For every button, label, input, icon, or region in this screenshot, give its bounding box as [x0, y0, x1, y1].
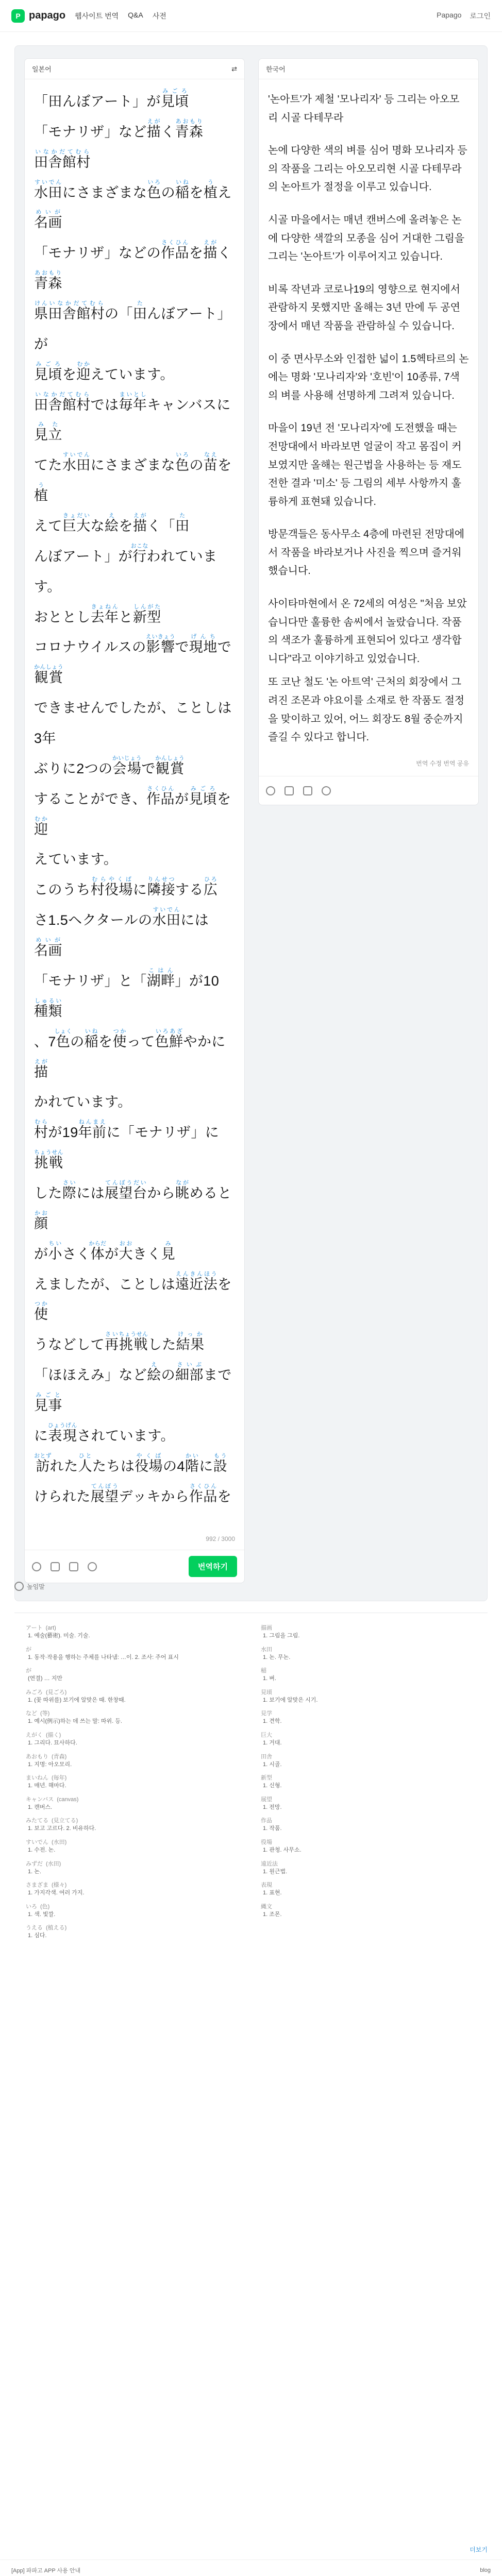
word-text: みたてる [26, 1818, 48, 1824]
word-text: 作品 [261, 1818, 272, 1824]
word-definition: 1. 매년. 해마다. [28, 1783, 66, 1789]
brand-name: papago [29, 10, 66, 21]
dictionary-entry [258, 1731, 474, 1748]
dictionary-entry [258, 1859, 474, 1877]
word-definition: 1. 신형. [263, 1783, 282, 1789]
word-text: など [26, 1710, 37, 1717]
speaker-icon[interactable] [266, 786, 275, 795]
word-text: 役場 [261, 1839, 272, 1845]
word-pos: (見立てる) [52, 1818, 78, 1824]
link-icon[interactable] [88, 1562, 97, 1571]
word-text: 水田 [261, 1646, 272, 1653]
word-text: あおもり [26, 1753, 48, 1760]
handwriting-icon[interactable] [69, 1562, 78, 1571]
apps-icon[interactable]: Papago [437, 10, 462, 19]
word-text: みごろ [26, 1689, 43, 1696]
word-text: 縄文 [261, 1903, 272, 1910]
source-panel-footer [25, 1550, 244, 1583]
word-pos: (青森) [52, 1753, 67, 1760]
dictionary-entry [258, 1688, 474, 1705]
speaker-icon[interactable] [32, 1562, 41, 1571]
furigana-text: 「田んぼアート」が見頃みごろ 「モナリザ」など描えがく青森あおもり田舎館村いなかだてむら 水田すいでんにさまざまな色いろの稲いねを植うえ名画めいが 「モナリザ」などの作品さくひんを描えがく青森あおもり 県けん田舎館村いなかだてむらの「田たんぼアート」が 見頃みごろを迎むかえています。 田舎館村いなかだてむらでは毎年まいとしキャンバスに見立みた てた水田すいでんにさまざまな色いろの苗なえを植う えて巨大きょだいな絵えを描えがく「田た んぼアート」が行おこなわれています。 おととし去年きょねんと新型しんがた コロナウイルスの影響えいきょうで現地げんちで 観賞かんしょう できませんでしたが、ことしは3年 ぶりに2つの会場かいじょうで観賞かんしょう することができ、作品さくひんが見頃みごろを迎むか えています。 このうち村役場むらやくばに隣接りんせつする広ひろ さ1.5ヘクタールの水田すいでんには名画めいが 「モナリザ」と「湖畔こはん」が10種類しゅるい 、7色しょくの稲いねを使つかって色鮮いろあざやかに描えが かれています。 村むらが19年前ねんまえに「モナリザ」に挑戦ちょうせん した際さいには展望台てんぼうだいから眺ながめると顔かお が小ちいさく体からだが大おおきく見み えましたが、ことしは遠近法えんきんほうを使つか うなどして再さい挑戦ちょうせんした結果けっか 「ほほえみ」など絵えの細部さいぶまで見事みごと に表現ひょうげんされています。 訪おとずれた人ひとたちは役場やくばの4階かいに設もう けられた展望てんぼうデッキから作品さくひんを [34, 88, 232, 1504]
dictionary-entry [23, 1709, 239, 1726]
word-pos: (見ごろ) [46, 1689, 67, 1696]
word-pos: (毎年) [52, 1775, 67, 1782]
dictionary-entry [23, 1838, 239, 1855]
dictionary-word[interactable] [258, 1902, 474, 1910]
toggle-icon [14, 1582, 24, 1591]
dictionary-entry [23, 1752, 239, 1770]
dictionary-entry [23, 1795, 239, 1812]
dictionary-word[interactable] [258, 1709, 474, 1717]
word-text: 新型 [261, 1775, 272, 1782]
dictionary-word[interactable] [23, 1731, 239, 1739]
word-text: うえる [26, 1925, 43, 1931]
top-icons [437, 11, 491, 21]
dictionary-entry [23, 1859, 239, 1877]
dictionary-entry [23, 1902, 239, 1920]
translator-main [14, 45, 488, 1601]
word-text: いろ [26, 1903, 37, 1910]
word-text: アート [26, 1625, 43, 1631]
word-definition: 1. 보고 고르다. 2. 비유하다. [28, 1825, 96, 1832]
word-definition: 1. 논. 무논. [263, 1654, 291, 1660]
dictionary-word[interactable] [258, 1731, 474, 1739]
word-text: 表現 [261, 1882, 272, 1889]
dictionary-entry [23, 1880, 239, 1898]
dictionary-word[interactable] [258, 1816, 474, 1824]
word-definition: 1. 수전. 논. [28, 1846, 56, 1853]
dictionary-entry [258, 1880, 474, 1898]
word-pos: (様々) [52, 1882, 67, 1889]
word-text: 稲 [261, 1668, 266, 1674]
dictionary-word[interactable] [258, 1880, 474, 1889]
word-definition: 1. 거대. [263, 1739, 282, 1746]
dictionary-entry [258, 1902, 474, 1920]
dictionary-word[interactable] [23, 1688, 239, 1696]
dictionary-left-column [23, 1623, 239, 1945]
dictionary-word[interactable] [23, 1816, 239, 1824]
dictionary-entry [258, 1795, 474, 1812]
source-text-area[interactable] [25, 79, 244, 1512]
word-text: 巨大 [261, 1732, 272, 1738]
word-definition: 1. 시골. [263, 1761, 282, 1768]
dictionary-word[interactable] [258, 1859, 474, 1868]
login-link[interactable]: 로그인 [470, 11, 491, 20]
dictionary-entry [23, 1688, 239, 1705]
word-definition: 1. 보기에 알맞은 시기. [263, 1697, 318, 1703]
word-pos: (色) [40, 1903, 50, 1910]
dictionary-word[interactable] [258, 1752, 474, 1760]
dictionary-entry [258, 1752, 474, 1770]
nav-dictionary[interactable]: 사전 [152, 11, 166, 20]
dictionary-word[interactable] [258, 1795, 474, 1803]
word-pos: (art) [45, 1625, 56, 1631]
dictionary-entry [23, 1645, 239, 1663]
source-panel-header [25, 59, 244, 79]
word-pos: (植える) [46, 1925, 67, 1931]
translation-para: '논아트'가 제철 '모나리자' 등 그리는 아오모리 시골 다테무라 [268, 94, 460, 124]
word-definition: 1. 작품. [263, 1825, 282, 1832]
word-text: が [26, 1646, 31, 1653]
word-text: 見学 [261, 1710, 272, 1717]
word-definition: 1. 가지각색. 여러 가지. [28, 1890, 85, 1896]
word-definition: 1. 논. [28, 1868, 41, 1875]
dictionary-entry [23, 1773, 239, 1791]
word-pos: (canvas) [57, 1796, 79, 1803]
dictionary-entry [258, 1645, 474, 1663]
word-definition: 1. 전망. [263, 1804, 282, 1810]
word-definition: 1. 동작·작용을 행하는 주체를 나타냄: …이. 2. 조사: 주어 표시 [28, 1654, 179, 1660]
word-pos: (描く) [46, 1732, 61, 1738]
word-definition: (연결) … 지만 [28, 1675, 62, 1682]
keyboard-icon[interactable] [51, 1562, 60, 1571]
dictionary-entry [258, 1838, 474, 1855]
dictionary-entry [258, 1816, 474, 1834]
target-panel-header [259, 59, 478, 79]
source-language-select[interactable]: 일본어 [32, 65, 52, 73]
word-text: 遠近法 [261, 1860, 278, 1867]
word-text: みずだ [26, 1860, 43, 1867]
dictionary-word[interactable] [23, 1880, 239, 1889]
dictionary-entry [23, 1731, 239, 1748]
dictionary-word[interactable] [23, 1709, 239, 1717]
main-nav [75, 11, 166, 21]
dictionary-entry [23, 1666, 239, 1684]
dictionary-word[interactable] [23, 1838, 239, 1846]
translation-para: 사이타마현에서 온 72세의 여성은 "처음 보았습니다만 훌륭한 솜씨에서 놀랐습니다. 작품의 색조가 훌륭하게 표현되어 있다고 생각합니다"라고 이야기하고 있었습니다. [268, 598, 467, 665]
translation-para: 이 중 면사무소와 인접한 넓이 1.5헥타르의 논에는 명화 '모나리자'와 '호빈'이 10종류, 7색의 벼를 사용해 선명하게 그려져 있습니다. [268, 353, 469, 401]
word-pos: (水田) [52, 1839, 67, 1845]
word-text: すいでん [26, 1839, 48, 1845]
translation-para: 시골 마을에서는 매년 캔버스에 올려놓은 논에 다양한 색깔의 모종을 심어 거대한 그림을 그리는 '논아트'가 이루어지고 있습니다. [268, 214, 465, 263]
dictionary-word[interactable] [258, 1623, 474, 1632]
translation-para: 또 코난 철도 '논 아트역' 근처의 회장에서 그려진 조몬과 야요이를 소재로 한 작품도 절정을 맞이하고 있어, 어느 회장도 8월 중순까지 즐길 수 있다고 합니다. [268, 676, 465, 743]
word-text: 田舎 [261, 1753, 272, 1760]
dictionary-word[interactable] [258, 1838, 474, 1846]
dictionary-entry [258, 1709, 474, 1726]
top-bar [0, 0, 502, 32]
word-definition: 1. 표현. [263, 1890, 282, 1896]
target-language-select[interactable]: 한국어 [266, 65, 286, 73]
dictionary-section [14, 1613, 488, 2550]
notice-text[interactable]: [App] 파파고 APP 사용 안내 [11, 2567, 81, 2574]
translation-para: 비록 작년과 코로나19의 영향으로 현지에서 관람하지 못했지만 올해는 3년 만에 두 공연장에서 매년 작품을 관람하실 수 있습니다. [268, 283, 460, 332]
translation-result [259, 79, 478, 773]
translation-para: 방문객들은 동사무소 4층에 마련된 전망대에서 작품을 바라보거나 사진을 찍으며 즐거워했습니다. [268, 529, 465, 577]
word-definition: 1. 심다. [28, 1933, 47, 1939]
dictionary-entry [258, 1623, 474, 1641]
honorific-label: 높임말 [27, 1583, 45, 1590]
dictionary-entry [23, 1623, 239, 1641]
word-pos: (等) [40, 1710, 50, 1717]
word-definition: 1. 캔버스. [28, 1804, 53, 1810]
star-icon[interactable] [303, 786, 312, 795]
char-counter: 992 / 3000 [206, 1535, 235, 1543]
word-text: えがく [26, 1732, 43, 1738]
dictionary-entry [23, 1816, 239, 1834]
dictionary-word[interactable] [258, 1645, 474, 1653]
word-pos: (水田) [46, 1860, 61, 1867]
word-definition: 1. 조몬. [263, 1911, 282, 1918]
word-definition: 1. (꽃 따위를) 보기에 알맞은 때. 한창때. [28, 1697, 126, 1703]
nav-qa[interactable]: Q&A [128, 10, 143, 19]
blog-link[interactable]: blog [480, 2567, 491, 2573]
word-text: さまざま [26, 1882, 48, 1889]
more-link[interactable]: 더보기 [470, 2546, 488, 2553]
word-definition: 1. 원근법. [263, 1868, 288, 1875]
dictionary-entry [258, 1773, 474, 1791]
word-definition: 1. 예시(例示)하는 데 쓰는 말: 따위. 등. [28, 1718, 122, 1725]
target-panel-footer [259, 776, 478, 805]
word-definition: 1. 견학. [263, 1718, 282, 1725]
word-definition: 1. 그리다. 묘사하다. [28, 1739, 77, 1746]
word-definition: 1. 그림을 그림. [263, 1633, 300, 1639]
source-panel [24, 58, 245, 1583]
dictionary-word[interactable] [23, 1923, 239, 1931]
dictionary-word[interactable] [23, 1859, 239, 1868]
honorific-toggle[interactable] [14, 1582, 45, 1591]
swap-language-icon[interactable]: ⇄ [231, 64, 237, 73]
word-definition: 1. 예술(藝術). 미술. 기술. [28, 1633, 90, 1639]
target-panel [258, 58, 479, 805]
dictionary-word[interactable] [23, 1773, 239, 1782]
papago-logo[interactable] [11, 9, 65, 23]
word-text: 見頃 [261, 1689, 272, 1696]
word-text: まいねん [26, 1775, 48, 1782]
dictionary-word[interactable] [23, 1795, 239, 1803]
papago-logo-icon: P [11, 9, 25, 23]
dictionary-word[interactable] [258, 1666, 474, 1674]
translation-suggest-links[interactable]: 번역 수정 번역 공유 [416, 760, 469, 767]
dictionary-entry [258, 1666, 474, 1684]
word-definition: 1. 벼. [263, 1675, 276, 1682]
dictionary-entry [23, 1923, 239, 1941]
word-definition: 1. 색. 빛깔. [28, 1911, 56, 1918]
word-text: が [26, 1668, 31, 1674]
translation-para: 논에 다양한 색의 벼를 심어 명화 모나리자 등의 작품을 그리는 아오모리현 시골 다테무라의 논아트가 절정을 이루고 있습니다. [268, 145, 467, 193]
dictionary-word[interactable] [23, 1666, 239, 1674]
dictionary-word[interactable] [23, 1752, 239, 1760]
word-text: キャンバス [26, 1796, 54, 1803]
dictionary-right-column [258, 1623, 474, 1923]
translation-para: 마을이 19년 전 '모나리자'에 도전했을 때는 전망대에서 바라보면 얼굴이 작고 몸집이 커 보였지만 올해는 원근법을 사용하는 등 재도전한 결과 '미소' 등 그림의 세부 사항까지 훌륭하게 표현돼 있습니다. [268, 422, 462, 507]
copy-icon[interactable] [285, 786, 294, 795]
notice-bar [0, 2560, 502, 2576]
dictionary-word[interactable] [23, 1623, 239, 1632]
dictionary-word[interactable] [23, 1645, 239, 1653]
nav-web-translate[interactable]: 웹사이트 번역 [75, 11, 119, 20]
word-text: 描画 [261, 1625, 272, 1631]
translate-button[interactable]: 번역하기 [189, 1556, 237, 1577]
dictionary-word[interactable] [23, 1902, 239, 1910]
dictionary-word[interactable] [258, 1773, 474, 1782]
word-text: 展望 [261, 1796, 272, 1803]
share-icon[interactable] [322, 786, 331, 795]
word-definition: 1. 지명: 아오모리. [28, 1761, 72, 1768]
dictionary-word[interactable] [258, 1688, 474, 1696]
word-definition: 1. 관청. 사무소. [263, 1846, 302, 1853]
